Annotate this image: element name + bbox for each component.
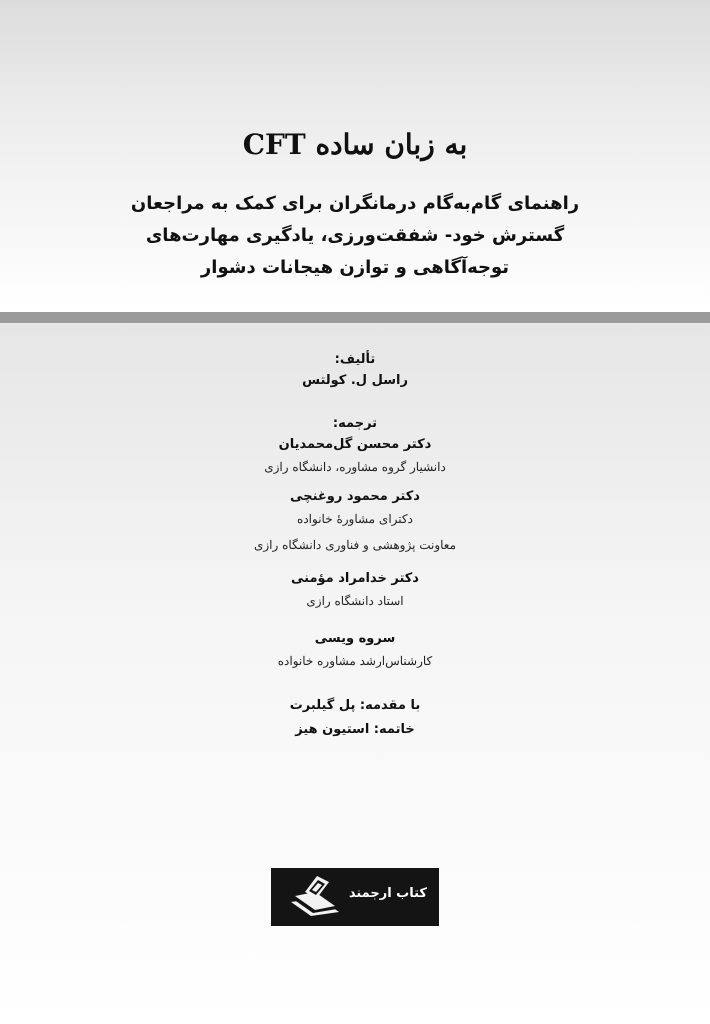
- book-title: CFT به زبان ساده: [242, 128, 468, 161]
- book-subtitle: [60, 188, 650, 284]
- credits: [0, 350, 710, 742]
- translator-name: دکتر محمود روغنچی: [290, 489, 420, 504]
- translator-name: دکتر خدامراد مؤمنی: [291, 571, 419, 586]
- author-name: راسل ل. کولتس: [302, 373, 408, 388]
- subtitle-line-3: توجه‌آگاهی و توازن هیجانات دشوار: [200, 257, 510, 278]
- foreword-credit: با مقدمه: پل گیلبرت: [289, 698, 421, 713]
- afterword-credit: خاتمه: استیون هیز: [295, 722, 415, 737]
- translator-affiliation: دکترای مشاورهٔ خانواده: [297, 512, 413, 526]
- translator-name: سروه ویسی: [314, 631, 396, 646]
- translator-affiliation: کارشناس‌ارشد مشاوره خانواده: [277, 654, 433, 668]
- translation-label: ترجمه:: [332, 416, 378, 431]
- translator-affiliation: دانشیار گروه مشاوره، دانشگاه رازی: [264, 460, 446, 474]
- translator-affiliation: استاد دانشگاه رازی: [306, 594, 404, 608]
- subtitle-line-2: گسترش خود- شفقت‌ورزی، یادگیری مهارت‌های: [145, 225, 565, 246]
- translator-affiliation: معاونت پژوهشی و فناوری دانشگاه رازی: [253, 538, 457, 552]
- publisher-name: کتاب ارجمند: [348, 886, 427, 901]
- divider-bar: [0, 312, 710, 323]
- translator-name: دکتر محسن گل‌محمدیان: [278, 437, 432, 452]
- book-emblem-icon: [287, 872, 343, 922]
- publisher-logo: [271, 868, 439, 926]
- author-label: تألیف:: [334, 352, 376, 367]
- subtitle-line-1: راهنمای گام‌به‌گام درمانگران برای کمک به مراجعان: [130, 193, 580, 214]
